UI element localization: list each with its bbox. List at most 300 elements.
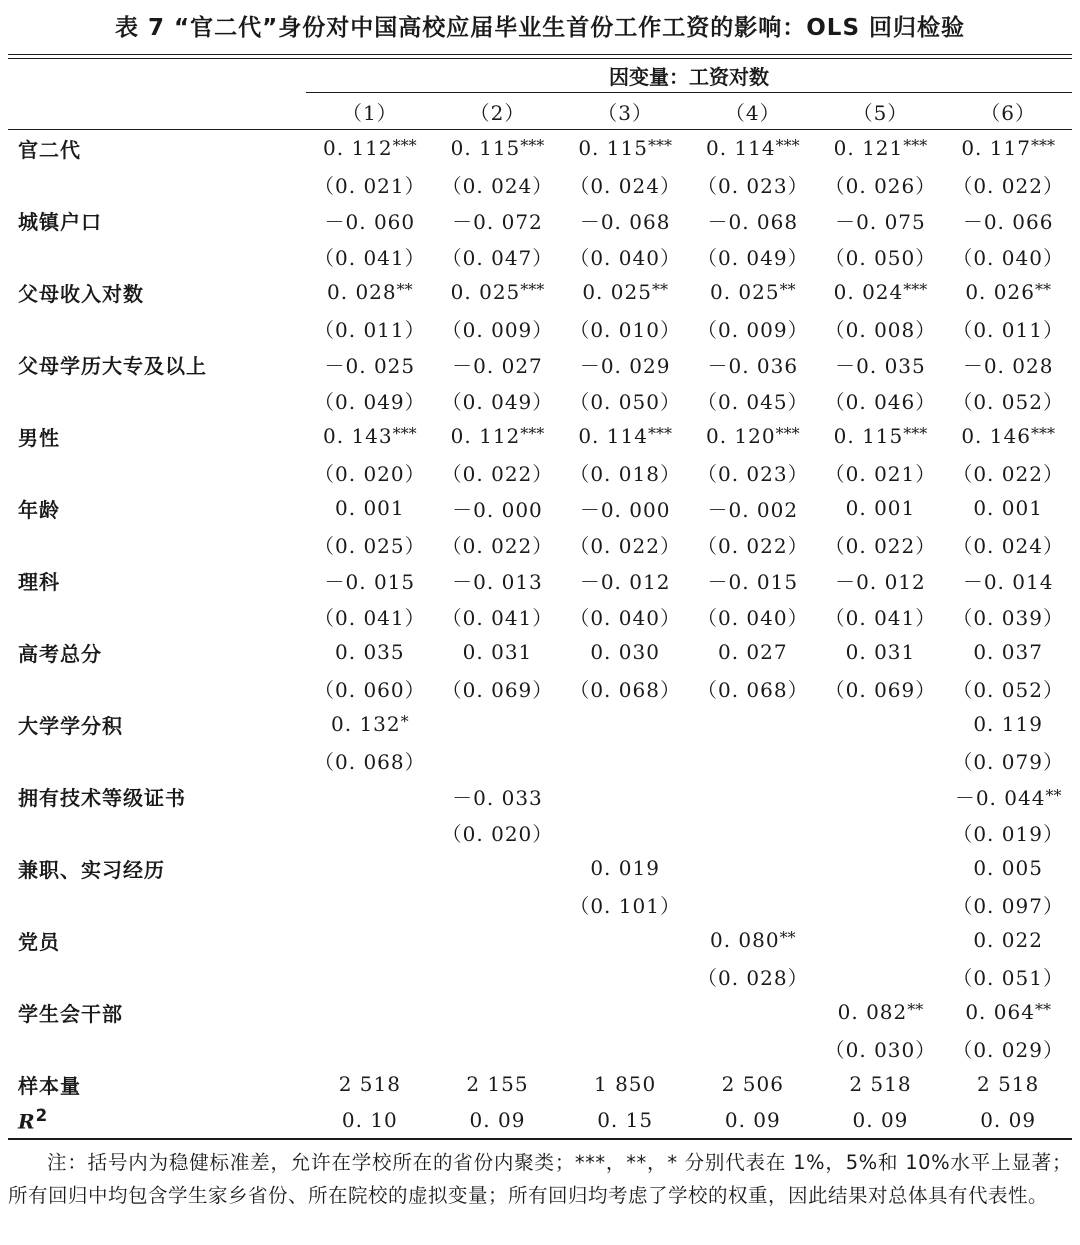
- standard-error-cell: （0. 023）: [696, 461, 809, 486]
- standard-error-cell: [689, 1030, 817, 1066]
- variable-label: 城镇户口: [18, 209, 102, 234]
- standard-error-cell: （0. 050）: [569, 389, 681, 414]
- coefficient-cell: [689, 994, 817, 1030]
- significance-stars: **: [779, 280, 796, 299]
- significance-stars: ***: [903, 424, 928, 443]
- coefficient-cell: [434, 490, 562, 526]
- coefficient-value: 0. 146: [961, 424, 1031, 448]
- coefficient-cell: [561, 202, 689, 238]
- coefficient-cell: [944, 418, 1072, 454]
- significance-stars: ***: [647, 136, 672, 155]
- table-row-coefficient: [8, 346, 1072, 382]
- table-row-standard-error: [8, 670, 1072, 706]
- standard-error-cell: （0. 025）: [314, 533, 426, 558]
- standard-error-cell: （0. 041）: [314, 245, 426, 270]
- significance-stars: **: [1034, 280, 1051, 299]
- coefficient-cell: [434, 706, 562, 742]
- variable-label: 高考总分: [18, 641, 102, 666]
- variable-label: 党员: [18, 929, 60, 954]
- table-row-coefficient: [8, 418, 1072, 454]
- standard-error-cell: （0. 041）: [824, 605, 937, 630]
- significance-stars: **: [1034, 1000, 1051, 1019]
- standard-error-cell: （0. 026）: [824, 173, 937, 198]
- coefficient-value: －0. 015: [324, 569, 416, 594]
- standard-error-cell: [434, 958, 562, 994]
- table-row-standard-error: [8, 742, 1072, 778]
- standard-error-cell: [434, 886, 562, 922]
- coefficient-value: 0. 112: [450, 424, 521, 448]
- significance-stars: ***: [520, 136, 545, 155]
- significance-stars: **: [779, 928, 796, 947]
- coefficient-value: 0. 112: [323, 136, 393, 160]
- standard-error-cell: （0. 008）: [824, 317, 937, 342]
- standard-error-cell: （0. 024）: [441, 173, 554, 198]
- r-squared-value: 0. 09: [944, 1102, 1072, 1139]
- standard-error-cell: （0. 068）: [696, 677, 809, 702]
- coefficient-cell: [306, 490, 434, 526]
- coefficient-cell: [561, 130, 689, 167]
- standard-error-cell: （0. 009）: [441, 317, 554, 342]
- coefficient-cell: [689, 346, 817, 382]
- coefficient-value: 0. 114: [705, 136, 776, 160]
- coefficient-cell: [561, 706, 689, 742]
- coefficient-cell: [944, 994, 1072, 1030]
- coefficient-value: 0. 001: [335, 496, 405, 520]
- significance-stars: ***: [647, 424, 672, 443]
- standard-error-cell: [561, 742, 689, 778]
- coefficient-cell: [561, 562, 689, 598]
- r-squared-label: R: [18, 1109, 36, 1134]
- standard-error-cell: （0. 039）: [952, 605, 1064, 630]
- coefficient-value: 0. 080: [709, 928, 780, 952]
- coefficient-cell: [817, 562, 945, 598]
- standard-error-cell: （0. 097）: [952, 893, 1064, 918]
- coefficient-cell: [944, 922, 1072, 958]
- coefficient-cell: [434, 562, 562, 598]
- column-number-row: [8, 93, 1072, 130]
- significance-stars: **: [651, 280, 668, 299]
- coefficient-cell: [434, 202, 562, 238]
- table-row-coefficient: [8, 706, 1072, 742]
- coefficient-cell: [306, 850, 434, 886]
- coefficient-value: 0. 031: [462, 640, 533, 664]
- coefficient-value: 0. 119: [973, 712, 1043, 736]
- standard-error-cell: （0. 040）: [952, 245, 1064, 270]
- coefficient-cell: [817, 418, 945, 454]
- coefficient-cell: [306, 778, 434, 814]
- standard-error-cell: （0. 051）: [952, 965, 1064, 990]
- coefficient-value: －0. 002: [707, 497, 799, 522]
- standard-error-cell: （0. 046）: [824, 389, 937, 414]
- standard-error-cell: [689, 886, 817, 922]
- significance-stars: ***: [392, 424, 417, 443]
- coefficient-value: －0. 012: [579, 569, 671, 594]
- significance-stars: ***: [1030, 424, 1055, 443]
- coefficient-cell: [944, 202, 1072, 238]
- standard-error-cell: [306, 958, 434, 994]
- standard-error-cell: （0. 068）: [569, 677, 681, 702]
- coefficient-value: 0. 117: [961, 136, 1031, 160]
- dependent-variable-row: [8, 59, 1072, 93]
- coefficient-cell: [689, 706, 817, 742]
- r-squared-value: 0. 09: [434, 1102, 562, 1139]
- standard-error-cell: （0. 022）: [569, 533, 681, 558]
- coefficient-value: 0. 120: [705, 424, 776, 448]
- significance-stars: ***: [392, 136, 417, 155]
- coefficient-value: 0. 025: [450, 280, 521, 304]
- standard-error-cell: （0. 011）: [314, 317, 426, 342]
- sample-size-value: 2 506: [721, 1072, 784, 1096]
- label-blank-cell: [8, 526, 306, 562]
- coefficient-cell: [689, 202, 817, 238]
- standard-error-cell: （0. 022）: [441, 533, 554, 558]
- coefficient-cell: [689, 130, 817, 167]
- table-row-standard-error: [8, 166, 1072, 202]
- coefficient-cell: [944, 634, 1072, 670]
- variable-label: 父母学历大专及以上: [18, 353, 207, 378]
- coefficient-value: 0. 031: [845, 640, 916, 664]
- significance-stars: *: [400, 712, 409, 731]
- standard-error-cell: （0. 041）: [314, 605, 426, 630]
- standard-error-cell: （0. 021）: [824, 461, 937, 486]
- coefficient-value: 0. 026: [965, 280, 1035, 304]
- standard-error-cell: （0. 022）: [952, 173, 1064, 198]
- coefficient-value: －0. 012: [835, 569, 926, 594]
- coefficient-value: －0. 036: [707, 353, 799, 378]
- coefficient-cell: [434, 274, 562, 310]
- standard-error-cell: [306, 1030, 434, 1066]
- table-row-standard-error: [8, 238, 1072, 274]
- standard-error-cell: [561, 1030, 689, 1066]
- coefficient-cell: [561, 778, 689, 814]
- coefficient-cell: [306, 562, 434, 598]
- r-squared-value: 0. 09: [689, 1102, 817, 1139]
- coefficient-cell: [434, 778, 562, 814]
- coefficient-value: 0. 037: [973, 640, 1043, 664]
- standard-error-cell: （0. 049）: [314, 389, 426, 414]
- coefficient-cell: [306, 202, 434, 238]
- sample-size-value: 1 850: [594, 1072, 657, 1096]
- standard-error-cell: [689, 742, 817, 778]
- standard-error-cell: （0. 049）: [441, 389, 554, 414]
- variable-label: 理科: [18, 569, 60, 594]
- standard-error-cell: （0. 022）: [952, 461, 1064, 486]
- significance-stars: ***: [1030, 136, 1055, 155]
- table-row-standard-error: [8, 382, 1072, 418]
- regression-table-page: [8, 8, 1072, 1212]
- table-row-coefficient: [8, 202, 1072, 238]
- coefficient-value: －0. 068: [579, 209, 671, 234]
- coefficient-cell: [817, 850, 945, 886]
- standard-error-cell: （0. 060）: [314, 677, 426, 702]
- label-blank-cell: [8, 598, 306, 634]
- variable-label: 学生会干部: [18, 1001, 123, 1026]
- coefficient-cell: [944, 490, 1072, 526]
- coefficient-cell: [944, 562, 1072, 598]
- coefficient-cell: [944, 706, 1072, 742]
- coefficient-cell: [689, 850, 817, 886]
- coefficient-value: 0. 028: [327, 280, 397, 304]
- variable-label: 兼职、实习经历: [18, 857, 165, 882]
- coefficient-cell: [817, 346, 945, 382]
- standard-error-cell: （0. 022）: [824, 533, 937, 558]
- variable-label: 大学学分积: [18, 713, 123, 738]
- standard-error-cell: （0. 101）: [569, 893, 681, 918]
- table-row-coefficient: [8, 922, 1072, 958]
- coefficient-cell: [306, 994, 434, 1030]
- column-header-4: （4）: [689, 93, 817, 130]
- coefficient-cell: [306, 130, 434, 167]
- standard-error-cell: （0. 009）: [696, 317, 809, 342]
- coefficient-cell: [944, 274, 1072, 310]
- coefficient-value: 0. 030: [590, 640, 660, 664]
- standard-error-cell: （0. 052）: [952, 677, 1064, 702]
- label-blank-cell: [8, 958, 306, 994]
- table-row-standard-error: [8, 310, 1072, 346]
- coefficient-value: 0. 027: [717, 640, 788, 664]
- label-blank-cell: [8, 454, 306, 490]
- coefficient-cell: [434, 634, 562, 670]
- coefficient-value: －0. 060: [324, 209, 416, 234]
- r-squared-label-cell: [8, 1102, 306, 1139]
- coefficient-cell: [817, 634, 945, 670]
- coefficient-cell: [306, 706, 434, 742]
- r-squared-superscript: 2: [35, 1106, 49, 1126]
- coefficient-cell: [944, 130, 1072, 167]
- significance-stars: **: [396, 280, 413, 299]
- r-squared-row: [8, 1102, 1072, 1139]
- coefficient-value: 0. 001: [973, 496, 1043, 520]
- table-row-standard-error: [8, 958, 1072, 994]
- coefficient-cell: [817, 490, 945, 526]
- sample-size-row: [8, 1066, 1072, 1102]
- table-row-coefficient: [8, 130, 1072, 167]
- coefficient-cell: [434, 130, 562, 167]
- coefficient-cell: [689, 778, 817, 814]
- coefficient-cell: [817, 274, 945, 310]
- standard-error-cell: [561, 814, 689, 850]
- coefficient-value: 0. 001: [845, 496, 916, 520]
- standard-error-cell: [689, 814, 817, 850]
- coefficient-value: 0. 143: [323, 424, 393, 448]
- sample-size-value: 2 518: [338, 1072, 401, 1096]
- coefficient-cell: [561, 346, 689, 382]
- coefficient-cell: [434, 850, 562, 886]
- coefficient-cell: [689, 490, 817, 526]
- standard-error-cell: （0. 029）: [952, 1037, 1064, 1062]
- label-blank-cell: [8, 1030, 306, 1066]
- standard-error-cell: [817, 814, 945, 850]
- label-blank-cell: [8, 814, 306, 850]
- coefficient-cell: [306, 346, 434, 382]
- coefficient-value: －0. 028: [962, 353, 1054, 378]
- table-row-coefficient: [8, 850, 1072, 886]
- standard-error-cell: （0. 011）: [952, 317, 1064, 342]
- standard-error-cell: （0. 010）: [569, 317, 681, 342]
- standard-error-cell: （0. 040）: [569, 605, 681, 630]
- table-row-standard-error: [8, 1030, 1072, 1066]
- coefficient-value: 0. 025: [582, 280, 652, 304]
- coefficient-cell: [434, 418, 562, 454]
- coefficient-value: －0. 025: [324, 353, 416, 378]
- standard-error-cell: （0. 024）: [952, 533, 1064, 558]
- table-row-standard-error: [8, 814, 1072, 850]
- table-row-coefficient: [8, 562, 1072, 598]
- coefficient-value: －0. 000: [579, 497, 671, 522]
- standard-error-cell: （0. 022）: [696, 533, 809, 558]
- coefficient-cell: [561, 994, 689, 1030]
- significance-stars: **: [1045, 785, 1062, 805]
- variable-label: 父母收入对数: [18, 281, 144, 306]
- standard-error-cell: （0. 023）: [696, 173, 809, 198]
- table-title: 表 7 “官二代”身份对中国高校应届毕业生首份工作工资的影响：OLS 回归检验: [114, 15, 966, 41]
- label-blank-cell: [8, 742, 306, 778]
- coefficient-value: －0. 068: [707, 209, 799, 234]
- coefficient-value: －0. 075: [835, 209, 926, 234]
- standard-error-cell: [817, 742, 945, 778]
- coefficient-value: 0. 024: [833, 280, 904, 304]
- coefficient-value: 0. 115: [578, 136, 648, 160]
- table-row-coefficient: [8, 994, 1072, 1030]
- standard-error-cell: （0. 020）: [314, 461, 426, 486]
- coefficient-cell: [689, 562, 817, 598]
- coefficient-cell: [434, 994, 562, 1030]
- coefficient-cell: [561, 850, 689, 886]
- significance-stars: ***: [520, 424, 545, 443]
- coefficient-cell: [561, 490, 689, 526]
- coefficient-value: －0. 027: [452, 353, 543, 378]
- table-note: 注：括号内为稳健标准差，允许在学校所在的省份内聚类；***，**，* 分别代表在 1%，5%和 10%水平上显著；所有回归中均包含学生家乡省份、所在院校的虚拟变量；所有回归均考虑了学校的权重，因此结果对总体具有代表性。: [8, 1151, 1072, 1207]
- standard-error-cell: [817, 886, 945, 922]
- coefficient-value: 0. 115: [833, 424, 904, 448]
- coefficient-value: 0. 082: [837, 1000, 908, 1024]
- label-blank-cell: [8, 382, 306, 418]
- coefficient-cell: [306, 274, 434, 310]
- standard-error-cell: （0. 022）: [441, 461, 554, 486]
- sample-size-value: 2 155: [466, 1072, 529, 1096]
- standard-error-cell: （0. 068）: [314, 749, 426, 774]
- significance-stars: **: [907, 1000, 924, 1019]
- coefficient-cell: [434, 346, 562, 382]
- coefficient-value: 0. 025: [709, 280, 780, 304]
- coefficient-value: 0. 022: [973, 928, 1043, 952]
- standard-error-cell: （0. 041）: [441, 605, 554, 630]
- coefficient-value: 0. 019: [590, 856, 660, 880]
- column-header-3: （3）: [561, 93, 689, 130]
- standard-error-cell: （0. 028）: [696, 965, 809, 990]
- coefficient-cell: [817, 202, 945, 238]
- coefficient-value: －0. 044: [954, 785, 1046, 810]
- significance-stars: ***: [520, 280, 545, 299]
- coefficient-cell: [944, 346, 1072, 382]
- variable-label: 拥有技术等级证书: [18, 785, 186, 810]
- significance-stars: ***: [775, 424, 800, 443]
- coefficient-cell: [817, 130, 945, 167]
- table-row-standard-error: [8, 454, 1072, 490]
- coefficient-cell: [306, 634, 434, 670]
- coefficient-value: －0. 035: [835, 353, 926, 378]
- standard-error-cell: （0. 024）: [569, 173, 681, 198]
- standard-error-cell: （0. 049）: [696, 245, 809, 270]
- coefficient-value: －0. 033: [452, 785, 543, 810]
- standard-error-cell: [306, 886, 434, 922]
- coefficient-cell: [817, 778, 945, 814]
- coefficient-cell: [817, 706, 945, 742]
- coefficient-cell: [306, 922, 434, 958]
- coefficient-value: －0. 029: [579, 353, 671, 378]
- coefficient-cell: [944, 850, 1072, 886]
- regression-table: [8, 59, 1072, 1140]
- dependent-variable-label: 因变量：工资对数: [306, 59, 1072, 93]
- label-blank-cell: [8, 670, 306, 706]
- variable-label: 官二代: [18, 137, 81, 162]
- standard-error-cell: （0. 069）: [441, 677, 554, 702]
- coefficient-value: 0. 132: [331, 712, 401, 736]
- coefficient-cell: [434, 922, 562, 958]
- table-row-coefficient: [8, 274, 1072, 310]
- coefficient-cell: [561, 634, 689, 670]
- table-row-coefficient: [8, 490, 1072, 526]
- standard-error-cell: [434, 1030, 562, 1066]
- coefficient-cell: [817, 994, 945, 1030]
- coefficient-cell: [689, 418, 817, 454]
- coefficient-cell: [944, 778, 1072, 814]
- table-row-standard-error: [8, 598, 1072, 634]
- table-row-standard-error: [8, 526, 1072, 562]
- coefficient-cell: [689, 274, 817, 310]
- coefficient-value: －0. 014: [962, 569, 1054, 594]
- standard-error-cell: （0. 052）: [952, 389, 1064, 414]
- label-blank-cell: [8, 886, 306, 922]
- table-row-coefficient: [8, 634, 1072, 670]
- table-row-coefficient: [8, 778, 1072, 814]
- coefficient-value: 0. 035: [335, 640, 405, 664]
- coefficient-cell: [561, 418, 689, 454]
- standard-error-cell: [306, 814, 434, 850]
- standard-error-cell: （0. 040）: [569, 245, 681, 270]
- coefficient-value: －0. 000: [452, 497, 543, 522]
- coefficient-value: 0. 114: [578, 424, 648, 448]
- r-squared-value: 0. 09: [817, 1102, 945, 1139]
- coefficient-value: 0. 005: [973, 856, 1043, 880]
- coefficient-value: 0. 115: [450, 136, 521, 160]
- significance-stars: ***: [903, 136, 928, 155]
- standard-error-cell: [561, 958, 689, 994]
- label-blank-cell: [8, 238, 306, 274]
- sample-size-label: 样本量: [18, 1073, 81, 1098]
- standard-error-cell: （0. 045）: [696, 389, 809, 414]
- r-squared-value: 0. 10: [306, 1102, 434, 1139]
- standard-error-cell: （0. 021）: [314, 173, 426, 198]
- standard-error-cell: （0. 030）: [824, 1037, 937, 1062]
- variable-label: 男性: [18, 425, 60, 450]
- coefficient-value: －0. 015: [707, 569, 799, 594]
- column-header-5: （5）: [817, 93, 945, 130]
- label-blank-cell: [8, 166, 306, 202]
- standard-error-cell: （0. 040）: [696, 605, 809, 630]
- header-blank-cell: [8, 93, 306, 130]
- sample-size-value: 2 518: [849, 1072, 912, 1096]
- coefficient-cell: [689, 634, 817, 670]
- standard-error-cell: （0. 018）: [569, 461, 681, 486]
- column-header-2: （2）: [434, 93, 562, 130]
- coefficient-cell: [561, 922, 689, 958]
- r-squared-value: 0. 15: [561, 1102, 689, 1139]
- label-blank-cell: [8, 310, 306, 346]
- table-row-standard-error: [8, 886, 1072, 922]
- variable-label: 年龄: [18, 497, 60, 522]
- coefficient-cell: [817, 922, 945, 958]
